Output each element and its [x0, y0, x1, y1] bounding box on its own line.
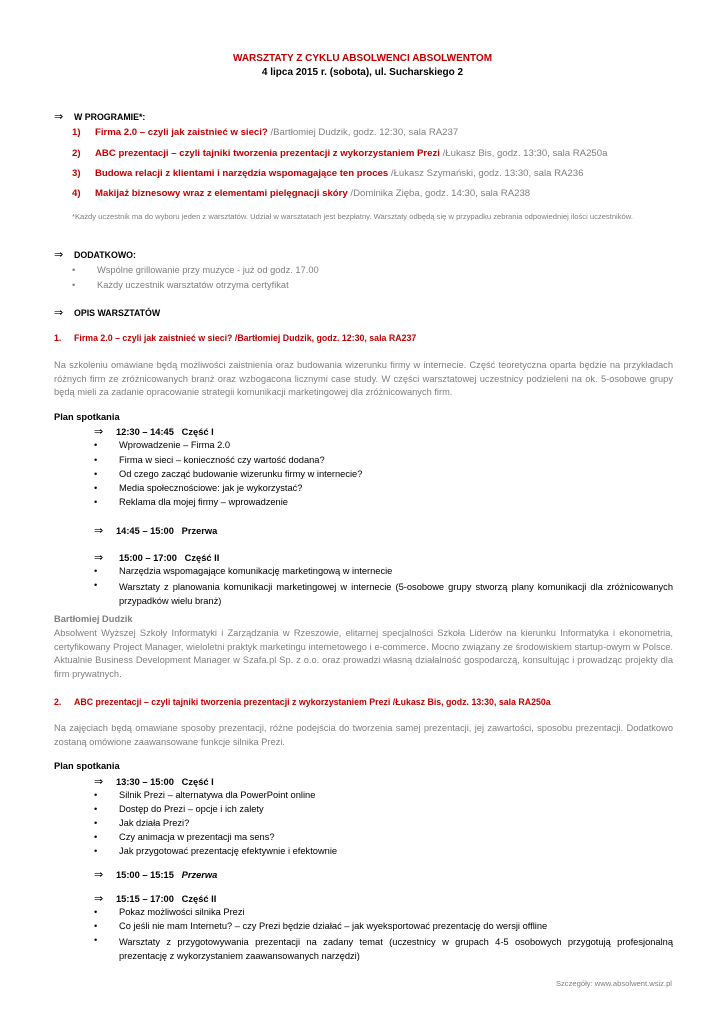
workshop-2-part-1: ⇒ 13:30 – 15:00 Część I [94, 776, 214, 788]
bullet-icon: • [94, 580, 98, 590]
arrow-icon: ⇒ [54, 249, 64, 261]
page-subtitle: 4 lipca 2015 r. (sobota), ul. Sucharskiego 2 [261, 67, 464, 78]
bullet-icon: • [94, 497, 98, 507]
bullet-icon: • [94, 483, 98, 493]
section-extra-heading: ⇒ DODATKOWO: [54, 249, 136, 261]
footer-details-link[interactable]: Szczegóły: www.absolwent.wsiz.pl [555, 979, 672, 988]
bullet-icon: • [72, 280, 76, 290]
workshop-2-title: 2. ABC prezentacji – czyli tajniki tworzenia prezentacji z wykorzystaniem Prezi /Łukasz Bis, godz. 13:30, sala RA250a [54, 697, 551, 707]
arrow-icon: ⇒ [94, 552, 104, 564]
program-item: 4) Makijaż biznesowy wraz z elementami pielęgnacji skóry /Dominika Zięba, godz. 14:30, sala RA238 [72, 188, 531, 199]
list-item: • Pokaz możliwości silnika Prezi [94, 907, 245, 917]
bullet-icon: • [94, 469, 98, 479]
list-item: • Wprowadzenie – Firma 2.0 [94, 440, 231, 450]
workshop-1-part-2: ⇒ 15:00 – 17:00 Część II [94, 552, 220, 564]
instructor-1-name: Bartłomiej Dudzik [54, 614, 133, 624]
arrow-icon: ⇒ [94, 525, 104, 537]
list-item: • Każdy uczestnik warsztatów otrzyma certyfikat [72, 280, 289, 290]
bullet-icon: • [94, 832, 98, 842]
bullet-icon: • [94, 455, 98, 465]
workshop-1-break: ⇒ 14:45 – 15:00 Przerwa [94, 525, 218, 537]
arrow-icon: ⇒ [94, 776, 104, 788]
list-item: • Warsztaty z przygotowywania prezentacji na zadany temat (uczestnicy w grupach 4-5 osobowych przygotują profesjonalną prezentację z wykorzystaniem zaawansowanych narzędzi) [94, 935, 673, 961]
bullet-icon: • [94, 935, 98, 945]
list-item: • Media społecznościowe: jak je wykorzystać? [94, 483, 303, 493]
workshop-1-part-1: ⇒ 12:30 – 14:45 Część I [94, 426, 214, 438]
section-program-heading: ⇒ W PROGRAMIE*: [54, 111, 146, 123]
list-item: • Dostęp do Prezi – opcje i ich zalety [94, 804, 264, 814]
list-item: • Reklama dla mojej firmy – wprowadzenie [94, 497, 288, 507]
list-item: • Czy animacja w prezentacji ma sens? [94, 832, 275, 842]
bullet-icon: • [94, 921, 98, 931]
bullet-icon: • [94, 846, 98, 856]
workshop-2-description: Na zajęciach będą omawiane sposoby prezentacji, różne podejścia do tworzenia samej prezentacji, jej zawartości, sposobu prezentacji. Dodatkowo zostaną omówione zaawansowane funkcje silnika Prezi. [54, 723, 673, 747]
program-footnote: *Każdy uczestnik ma do wyboru jeden z warsztatów. Udział w warsztatach jest bezpłatny. Warsztaty odbędą się w przypadku zebrania odpowiedniej ilości uczestników. [72, 212, 633, 221]
arrow-icon: ⇒ [94, 869, 104, 881]
workshop-1-plan-heading: Plan spotkania [54, 412, 120, 422]
arrow-icon: ⇒ [94, 426, 104, 438]
arrow-icon: ⇒ [54, 307, 64, 319]
arrow-icon: ⇒ [94, 893, 104, 905]
bullet-icon: • [94, 790, 98, 800]
list-item: • Silnik Prezi – alternatywa dla PowerPoint online [94, 790, 316, 800]
workshop-1-description: Na szkoleniu omawiane będą możliwości zaistnienia oraz budowania wizerunku firmy w internecie. Część teoretyczna oparta będzie na przykładach różnych firm ze zróżnicowanych branż oraz wzbogacona licznymi case study. W części warsztatowej uczestnicy podzieleni na ok. 5-osobowe grupy będą mieli za zadanie opracowanie strategii komunikacji marketingowej dla zróżnicowanych firm. [54, 360, 673, 398]
list-item: • Warsztaty z planowania komunikacji marketingowej w internecie (5-osobowe grupy stworzą plany komunikacji dla zróżnicowanych przypadków wielu branż) [94, 580, 673, 606]
program-item: 2) ABC prezentacji – czyli tajniki tworzenia prezentacji z wykorzystaniem Prezi /Łukasz Bis, godz. 13:30, sala RA250a [72, 148, 608, 159]
workshop-2-plan-heading: Plan spotkania [54, 761, 120, 771]
workshop-2-break: ⇒ 15:00 – 15:15 Przerwa [94, 869, 218, 881]
bullet-icon: • [94, 804, 98, 814]
list-item: • Od czego zacząć budowanie wizerunku firmy w internecie? [94, 469, 363, 479]
workshop-1-title: 1. Firma 2.0 – czyli jak zaistnieć w sieci? /Bartłomiej Dudzik, godz. 12:30, sala RA237 [54, 333, 417, 343]
arrow-icon: ⇒ [54, 111, 64, 123]
program-item: 1) Firma 2.0 – czyli jak zaistnieć w sieci? /Bartłomiej Dudzik, godz. 12:30, sala RA237 [72, 127, 459, 138]
list-item: • Wspólne grillowanie przy muzyce - już od godz. 17.00 [72, 265, 319, 275]
list-item: • Jak działa Prezi? [94, 818, 190, 828]
bullet-icon: • [94, 440, 98, 450]
bullet-icon: • [94, 566, 98, 576]
list-item: • Co jeśli nie mam Internetu? – czy Prezi będzie działać – jak wyeksportować prezentację do wersji offline [94, 921, 548, 931]
bullet-icon: • [72, 265, 76, 275]
bullet-icon: • [94, 907, 98, 917]
instructor-1-bio: Absolwent Wyższej Szkoły Informatyki i Zarządzania w Rzeszowie, elitarnej specjalności Szkoła Liderów na kierunku Informatyka i ekonometria, certyfikowany Project Manager, wieloletni praktyk marketingu internetowego i e-commerce. Mocno związany ze środowiskiem startup-owym w Polsce. Aktualnie Business Development Manager w Szafa.pl Sp. z o.o. oraz prowadzi własną działalność gospodarczą, konsultując i prowadząc projekty dla firm prywatnych. [54, 628, 673, 679]
program-item: 3) Budowa relacji z klientami i narzędzia wspomagające ten proces /Łukasz Szymański, godz. 13:30, sala RA236 [72, 168, 584, 179]
list-item: • Firma w sieci – konieczność czy wartość dodana? [94, 455, 325, 465]
section-description-heading: ⇒ OPIS WARSZTATÓW [54, 307, 161, 319]
list-item: • Jak przygotować prezentację efektywnie i efektownie [94, 846, 338, 856]
list-item: • Narzędzia wspomagające komunikację marketingową w internecie [94, 566, 393, 576]
page-title: WARSZTATY Z CYKLU ABSOLWENCI ABSOLWENTOM [232, 53, 493, 64]
workshop-2-part-2: ⇒ 15:15 – 17:00 Część II [94, 893, 217, 905]
bullet-icon: • [94, 818, 98, 828]
